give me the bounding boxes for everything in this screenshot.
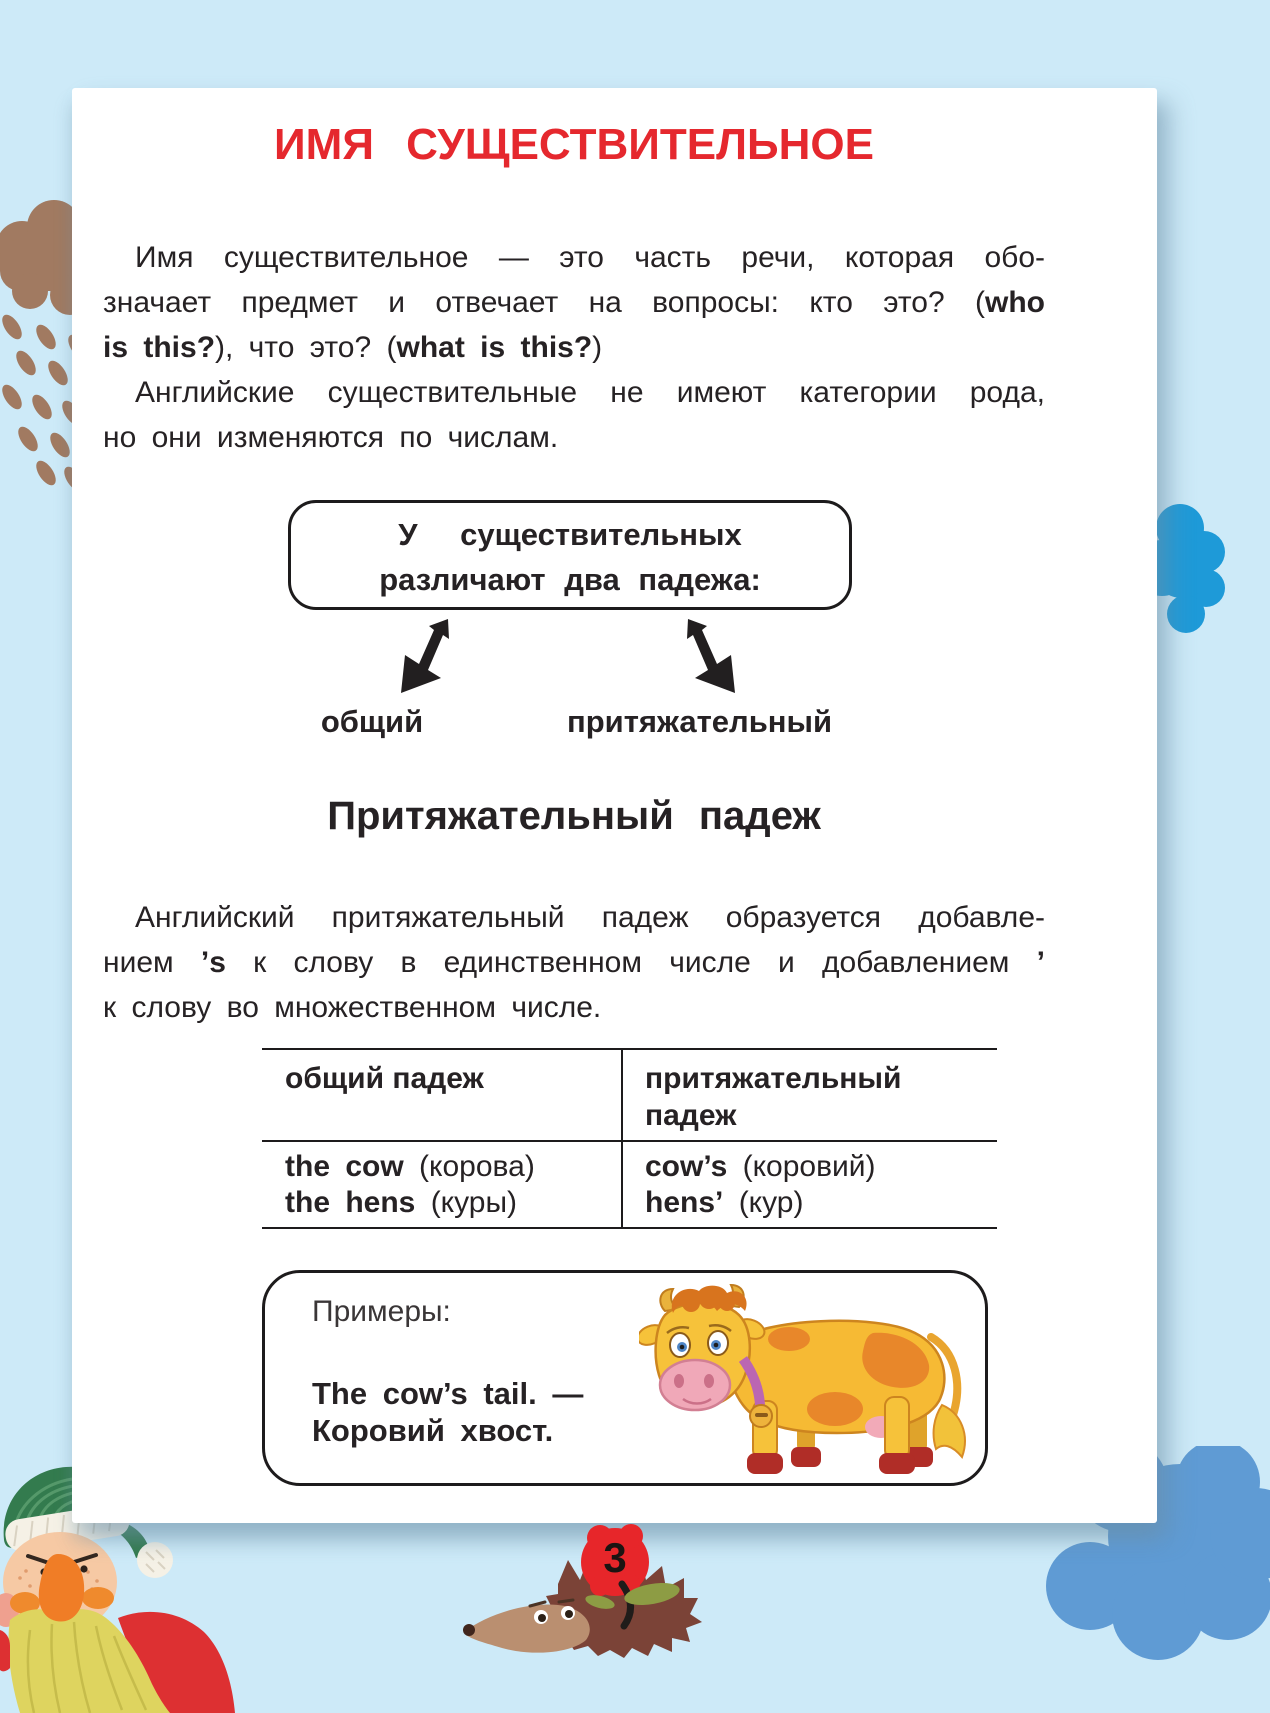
- hedgehog-illustration: [440, 1520, 710, 1670]
- text-line: нием ’s к слову в единственном числе и добавлением ’: [103, 946, 1045, 979]
- text-line: к слову во множественном числе.: [103, 991, 602, 1024]
- table-line: the cow (корова): [285, 1150, 535, 1183]
- bell-icon: [750, 1405, 772, 1427]
- case-label-common: общий: [320, 704, 424, 739]
- section-heading: Притяжательный падеж: [327, 794, 821, 838]
- table-cell-common: [262, 1142, 623, 1227]
- table-line: the hens (куры): [285, 1186, 518, 1219]
- intro-paragraph-2: [103, 370, 1045, 460]
- callout-line: У существительных: [398, 517, 742, 552]
- table-line: hens’ (кур): [645, 1186, 804, 1219]
- text-line: Английский притяжательный падеж образуется добавле-: [135, 901, 1045, 934]
- table-header-possessive: притяжательный падеж: [645, 1062, 902, 1132]
- table-header-common: общий падеж: [262, 1050, 623, 1140]
- table-cell-possessive: [623, 1142, 997, 1227]
- down-right-arrow-icon: [682, 618, 738, 696]
- table-line: cow’s (коровий): [645, 1150, 876, 1183]
- cow-illustration: [639, 1283, 969, 1479]
- table-row: [262, 1142, 997, 1227]
- possessive-paragraph: [103, 895, 1045, 1030]
- examples-label: Примеры:: [312, 1295, 451, 1328]
- page-number: 3: [603, 1534, 627, 1581]
- blue-flower-icon: [1146, 502, 1230, 634]
- text-line: The cow’s tail. —: [312, 1376, 584, 1411]
- intro-paragraph-1: [103, 235, 1045, 370]
- text-line: значает предмет и отвечает на вопросы: кто это? (who: [103, 286, 1045, 319]
- text-line: Английские существительные не имеют категории рода,: [135, 376, 1045, 409]
- text-line: is this?), что это? (what is this?): [103, 331, 603, 364]
- down-left-arrow-icon: [398, 618, 454, 696]
- callout-line: различают два падежа:: [379, 562, 761, 597]
- table-header-row: [262, 1050, 997, 1142]
- page-title: ИМЯ СУЩЕСТВИТЕЛЬНОЕ: [274, 120, 874, 169]
- examples-callout: [262, 1270, 988, 1486]
- text-line: но они изменяются по числам.: [103, 421, 559, 454]
- case-table: [262, 1048, 997, 1229]
- text-line: Имя существительное — это часть речи, которая обо-: [135, 241, 1045, 274]
- two-cases-callout: [288, 500, 852, 610]
- cow-tail-tuft: [934, 1405, 965, 1457]
- case-label-possessive: притяжательный: [567, 704, 833, 739]
- text-line: Коровий хвост.: [312, 1413, 554, 1448]
- example-sentence: [312, 1375, 583, 1449]
- book-page: [72, 88, 1157, 1523]
- hat-pompom: [137, 1542, 173, 1578]
